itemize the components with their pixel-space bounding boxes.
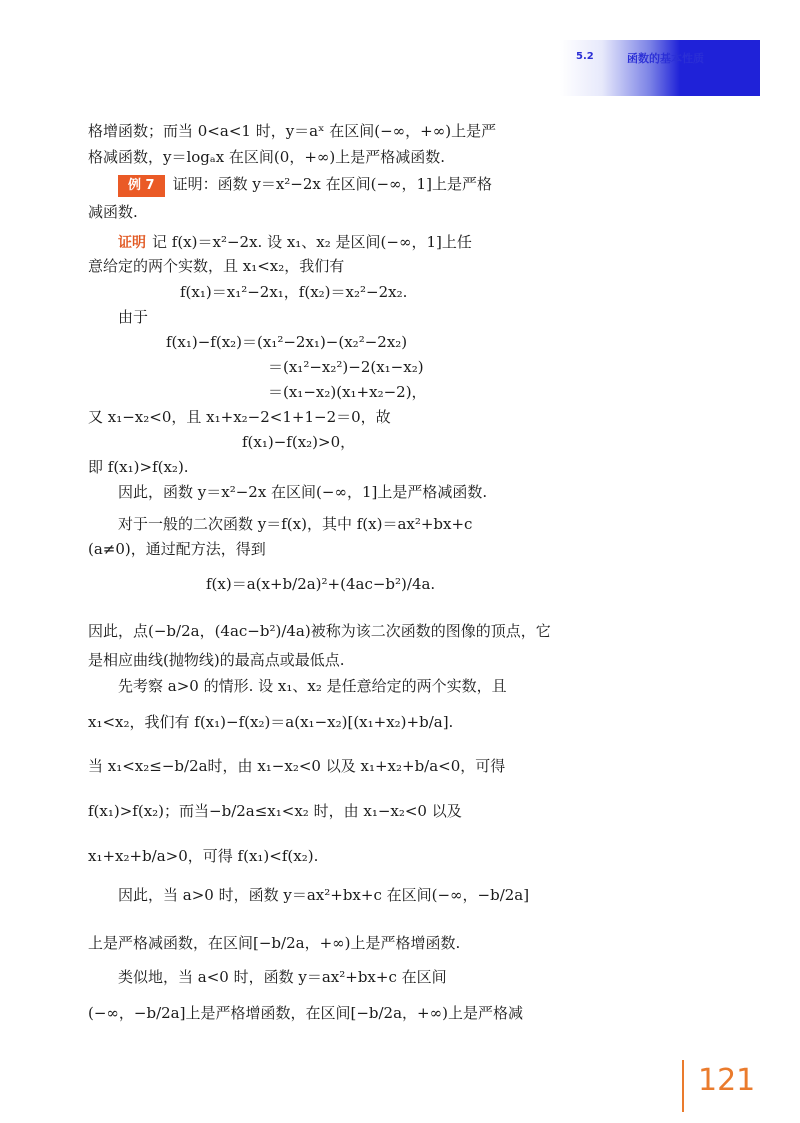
proof-line (118, 232, 472, 253)
equation: ＝(x₁−x₂)(x₁+x₂−2)， (268, 383, 427, 401)
page-number: 121 (698, 1063, 756, 1098)
text-line: 因此，当 a>0 时，函数 y＝ax²+bx+c 在区间(−∞，−b/2a] (118, 886, 530, 904)
text-line: 是相应曲线(抛物线)的最高点或最低点. (88, 651, 345, 669)
example-line (88, 174, 492, 197)
header-gradient (560, 40, 680, 96)
text-line: 格增函数；而当 0<a<1 时，y＝aˣ 在区间(−∞，+∞)上是严 (88, 122, 497, 140)
section-title: 函数的基本性质 (627, 52, 704, 65)
text-line: 意给定的两个实数，且 x₁<x₂，我们有 (88, 257, 345, 275)
text-line: (a≠0)，通过配方法，得到 (88, 540, 266, 558)
section-number: 5.2 (576, 51, 594, 62)
equation: f(x)＝a(x+b/2a)²+(4ac−b²)/4a. (206, 575, 436, 593)
text-line: x₁<x₂，我们有 f(x₁)−f(x₂)＝a(x₁−x₂)[(x₁+x₂)+b/a]. (88, 713, 454, 731)
text-line: x₁+x₂+b/a>0，可得 f(x₁)<f(x₂). (88, 847, 319, 865)
header-color-block (680, 40, 760, 96)
proof-text: 记 f(x)＝x²−2x. 设 x₁、x₂ 是区间(−∞，1]上任 (152, 233, 472, 251)
text-line: 上是严格减函数，在区间[−b/2a，+∞)上是严格增函数. (88, 934, 461, 952)
proof-label: 证明 (118, 235, 146, 251)
text-line: (−∞，−b/2a]上是严格增函数，在区间[−b/2a，+∞)上是严格减 (88, 1004, 523, 1022)
equation: f(x₁)−f(x₂)>0， (242, 433, 356, 451)
example-badge: 例 7 (118, 175, 165, 197)
example-text: 证明：函数 y＝x²−2x 在区间(−∞，1]上是严格 (172, 175, 492, 193)
text-line: 当 x₁<x₂≤−b/2a时，由 x₁−x₂<0 以及 x₁+x₂+b/a<0，可得 (88, 757, 506, 775)
text-line: f(x₁)>f(x₂)；而当−b/2a≤x₁<x₂ 时，由 x₁−x₂<0 以及 (88, 802, 462, 820)
text-line: 减函数. (88, 203, 138, 221)
text-line: 类似地，当 a<0 时，函数 y＝ax²+bx+c 在区间 (118, 968, 447, 986)
text-line: 格减函数，y＝logₐx 在区间(0，+∞)上是严格减函数. (88, 148, 445, 166)
text-line: 又 x₁−x₂<0，且 x₁+x₂−2<1+1−2＝0，故 (88, 408, 391, 426)
equation: ＝(x₁²−x₂²)−2(x₁−x₂) (268, 358, 424, 376)
page-number-rule (682, 1060, 684, 1112)
equation: f(x₁)−f(x₂)＝(x₁²−2x₁)−(x₂²−2x₂) (166, 333, 408, 351)
text-line: 对于一般的二次函数 y＝f(x)，其中 f(x)＝ax²+bx+c (118, 515, 473, 533)
text-line: 即 f(x₁)>f(x₂). (88, 458, 189, 476)
text-line: 先考察 a>0 的情形. 设 x₁、x₂ 是任意给定的两个实数，且 (118, 677, 507, 695)
text-line: 因此，函数 y＝x²−2x 在区间(−∞，1]上是严格减函数. (118, 483, 488, 501)
text-line: 因此，点(−b/2a，(4ac−b²)/4a)被称为该二次函数的图像的顶点，它 (88, 622, 551, 640)
text-line: 由于 (118, 308, 149, 326)
equation: f(x₁)＝x₁²−2x₁，f(x₂)＝x₂²−2x₂. (180, 283, 408, 301)
